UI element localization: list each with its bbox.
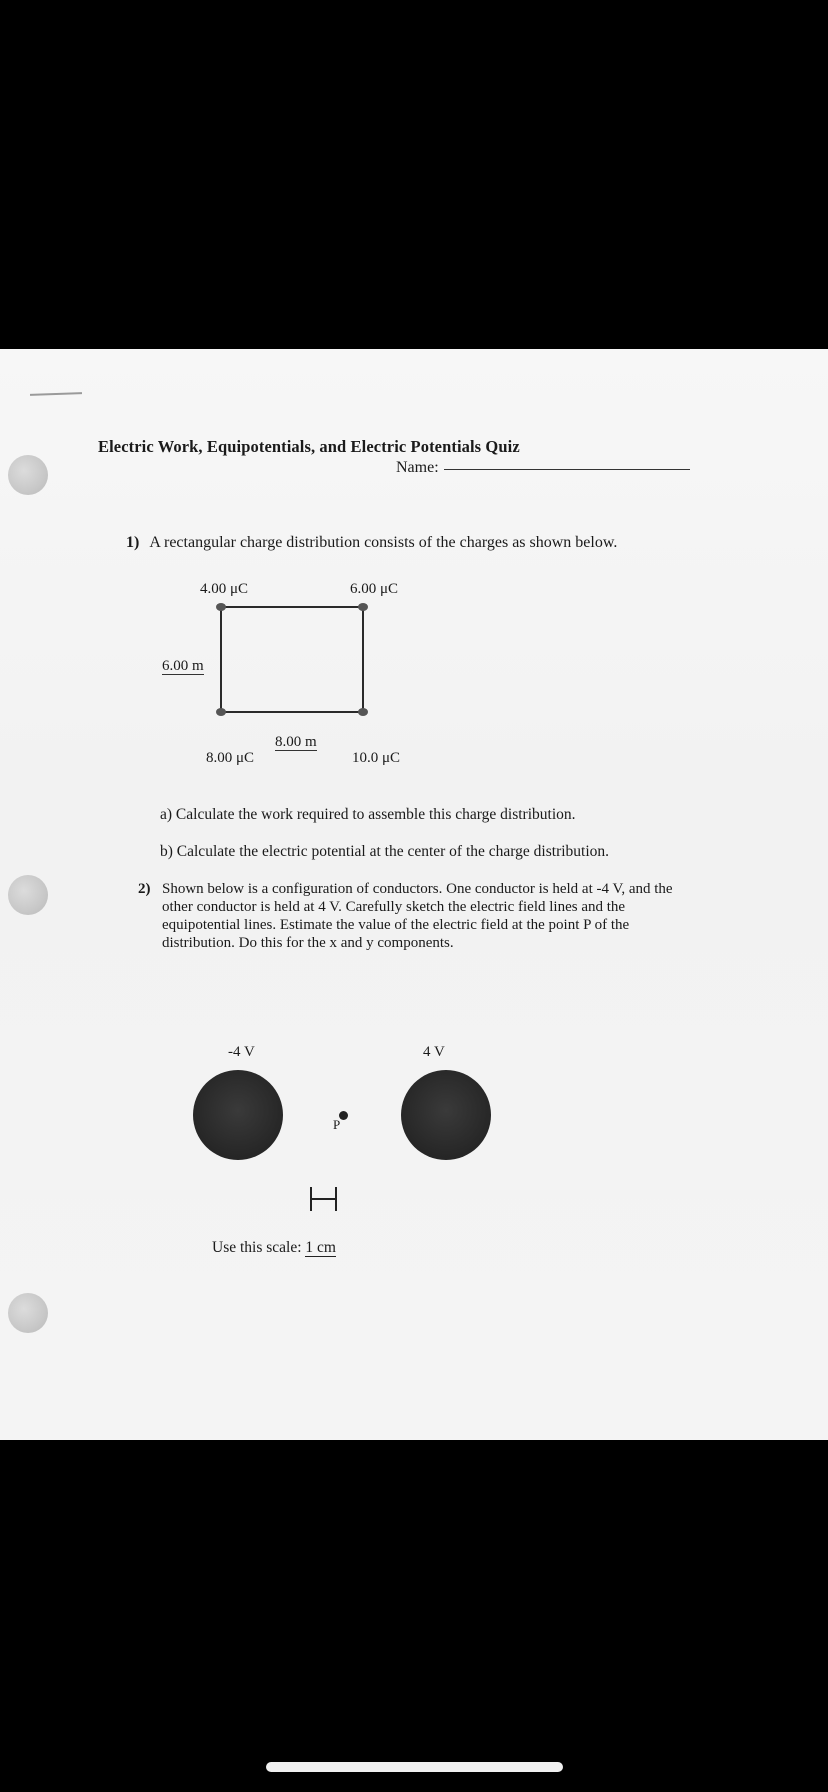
side-length-label: 6.00 m [162, 658, 204, 674]
question-1-text: A rectangular charge distribution consists of the charges as shown below. [149, 534, 618, 551]
question-2-number: 2) [138, 881, 151, 897]
question-1-number: 1) [126, 534, 140, 551]
charge-top-left: 4.00 μC [200, 581, 249, 597]
scale-bar [311, 1187, 336, 1211]
point-p-label: P [333, 1117, 341, 1132]
name-label: Name: [396, 459, 439, 476]
question-1-part-b: b) Calculate the electric potential at the center of the charge distribution. [160, 843, 610, 860]
charge-dot-bottom-right [358, 708, 368, 716]
charge-rectangle [221, 607, 363, 712]
charge-top-right: 6.00 μC [350, 581, 399, 597]
quiz-title: Electric Work, Equipotentials, and Electric Potentials Quiz [98, 437, 520, 456]
left-conductor-voltage: -4 V [228, 1044, 255, 1060]
quiz-page [0, 349, 828, 1440]
charge-dot-top-right [358, 603, 368, 611]
charge-dot-bottom-left [216, 708, 226, 716]
question-1-part-a: a) Calculate the work required to assemble this charge distribution. [160, 806, 576, 823]
left-conductor [193, 1070, 283, 1160]
charge-bottom-left: 8.00 μC [206, 750, 255, 766]
charge-dot-top-left [216, 603, 226, 611]
right-conductor-voltage: 4 V [423, 1044, 445, 1060]
point-p-dot [339, 1111, 348, 1120]
scale-caption [212, 1239, 336, 1257]
home-indicator[interactable] [266, 1762, 563, 1772]
right-conductor [401, 1070, 491, 1160]
bottom-length-label: 8.00 m [275, 734, 317, 750]
charge-bottom-right: 10.0 μC [352, 750, 401, 766]
question-2 [138, 880, 698, 952]
scale-value: 1 cm [305, 1239, 336, 1256]
question-2-text: Shown below is a configuration of conductors. One conductor is held at -4 V, and the other conductor is held at 4 V. Carefully sketch the electric field lines and the equipotential lines. Estimate the value of the electric field at the point P of the distribution. Do this for the x and y components. [162, 881, 673, 951]
scale-text: Use this scale: [212, 1239, 302, 1256]
